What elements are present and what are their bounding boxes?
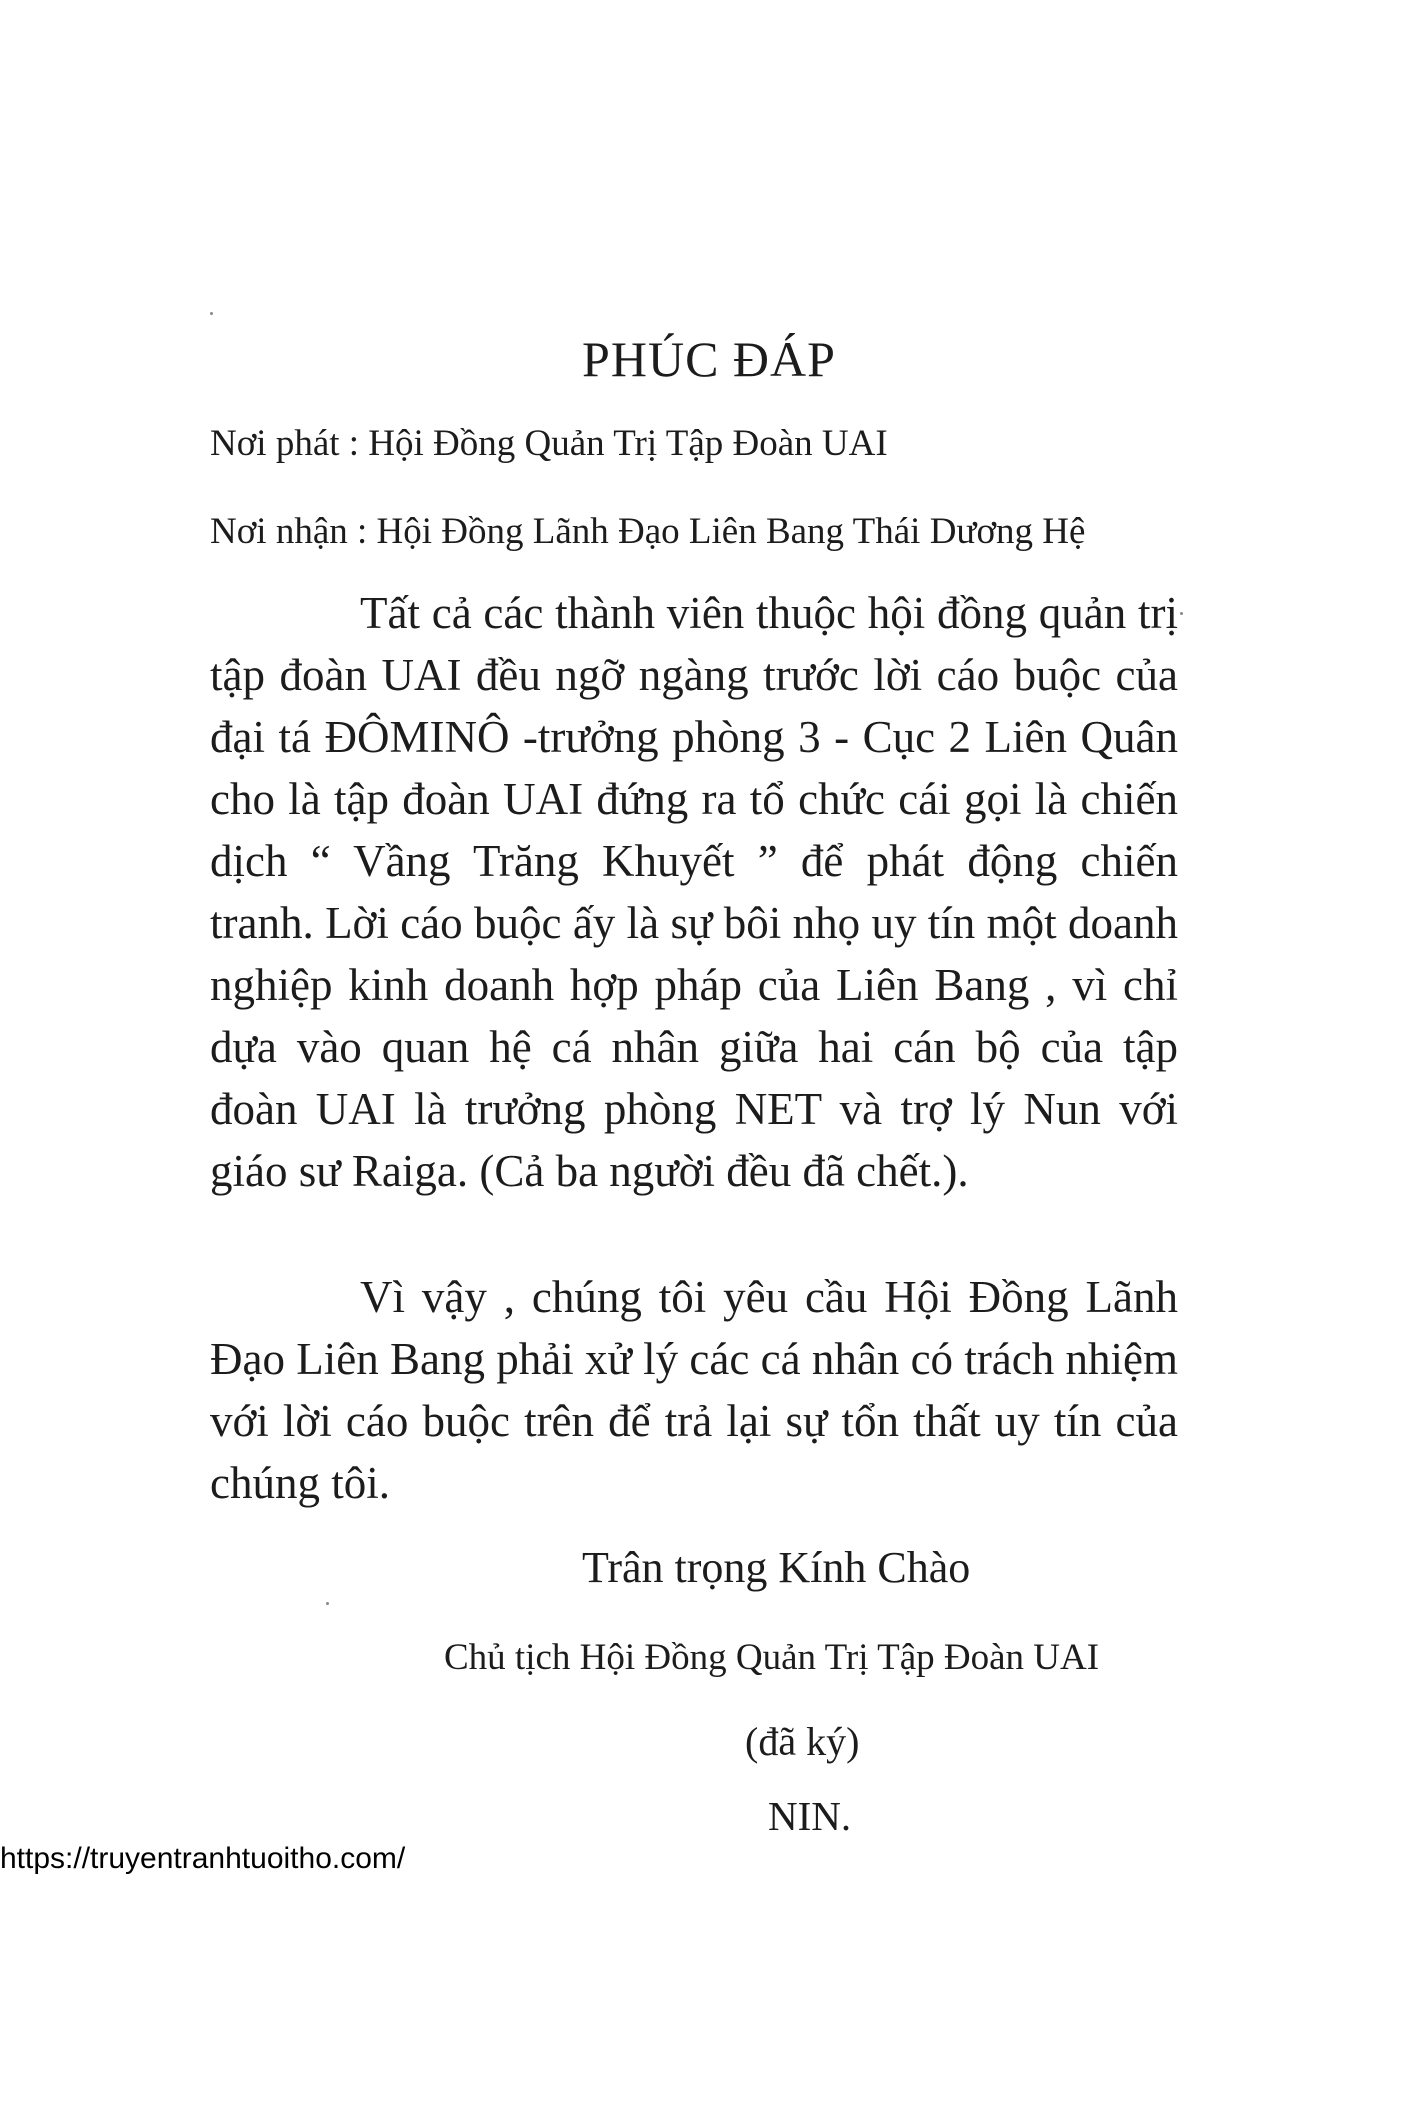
recipient-line: Nơi nhận : Hội Đồng Lãnh Đạo Liên Bang Thái Dương Hệ — [210, 511, 1086, 552]
scan-speck — [210, 312, 213, 315]
body-paragraph-1: Tất cả các thành viên thuộc hội đồng quản trị tập đoàn UAI đều ngỡ ngàng trước lời cáo buộc của đại tá ĐÔMINÔ -trưởng phòng 3 - Cục 2 Liên Quân cho là tập đoàn UAI đứng ra tổ chức cái gọi là chiến dịch “ Vầng Trăng Khuyết ” để phát động chiến tranh. Lời cáo buộc ấy là sự bôi nhọ uy tín một doanh nghiệp kinh doanh hợp pháp của Liên Bang , vì chỉ dựa vào quan hệ cá nhân giữa hai cán bộ của tập đoàn UAI là trưởng phòng NET và trợ lý Nun với giáo sư Raiga. (Cả ba người đều đã chết.). — [210, 588, 1178, 1196]
signer-name: NIN. — [768, 1793, 852, 1839]
watermark-url: https://truyentranhtuoitho.com/ — [0, 1842, 406, 1875]
body-paragraph-2: Vì vậy , chúng tôi yêu cầu Hội Đồng Lãnh Đạo Liên Bang phải xử lý các cá nhân có trách nhiệm với lời cáo buộc trên để trả lại sự tổn thất uy tín của chúng tôi. — [210, 1272, 1178, 1508]
signed-note: (đã ký) — [745, 1719, 860, 1764]
signature-title: Chủ tịch Hội Đồng Quản Trị Tập Đoàn UAI — [444, 1637, 1100, 1678]
closing-greeting: Trân trọng Kính Chào — [582, 1543, 971, 1592]
document-title: PHÚC ĐÁP — [582, 331, 836, 387]
scan-speck — [326, 1602, 329, 1605]
scan-speck — [1180, 612, 1183, 615]
sender-line: Nơi phát : Hội Đồng Quản Trị Tập Đoàn UAI — [210, 423, 888, 464]
